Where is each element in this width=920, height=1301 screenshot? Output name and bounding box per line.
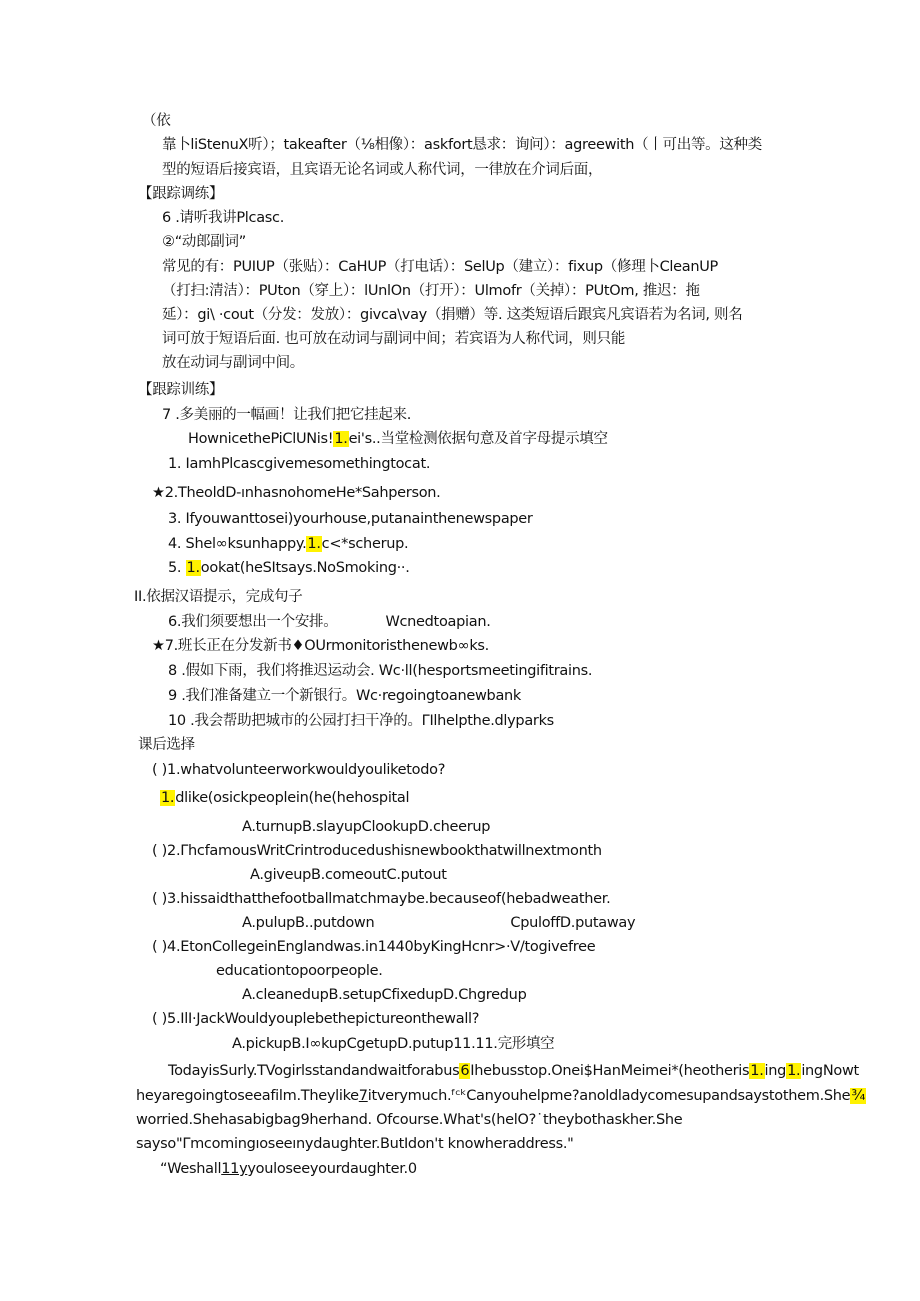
text-line [168, 1061, 859, 1081]
options-line [250, 865, 447, 885]
line-text: 1. IamhPlcascgivemesomethingtocat. [168, 456, 431, 472]
line-text: 6.我们须要想出一个安排。 [168, 614, 338, 630]
line-text: 9 .我们准备建立一个新银行。Wc·regoingtoanewbank [168, 688, 522, 704]
text-line [162, 232, 246, 252]
line-text: educationtopoorpeople. [216, 963, 383, 979]
text-line [162, 353, 304, 373]
highlight-mark: 1. [186, 560, 200, 576]
line-text: A.pickupB.I∞kupCgetupD.putup11.11.完形填空 [232, 1036, 555, 1052]
line-text: 词可放于短语后面. 也可放在动词与副词中间；若宾语为人称代词，则只能 [162, 331, 626, 347]
options-line [242, 913, 635, 933]
line-text: 8 .假如下雨，我们将推迟运动会. Wc·ll(hesportsmeetingifitrains. [168, 663, 593, 679]
question-line [152, 937, 595, 957]
text-line [216, 961, 383, 981]
line-text: ( )5.IlI·JackWouldyouplebethepictureonthewall? [152, 1011, 480, 1027]
text-line [152, 636, 489, 656]
line-text: 靠卜liStenuX听）；takeafter（⅛相像）：askfort恳求：询问）：agreewith（丨可出等。这种类 [162, 137, 762, 153]
line-text: worried.Shehasabigbag [136, 1112, 301, 1128]
line-text: 4. Shel∞ksunhappy. [168, 536, 307, 552]
text-line [152, 483, 441, 503]
line-text: （打扫:清洁）：PUton（穿上）：lUnlOn（打开）：Ulmofr（关掉）：PUtOm, 推迟：拖 [162, 283, 700, 299]
line-text: ②“动郎副词” [162, 234, 246, 250]
text-line [168, 711, 554, 731]
text-line [136, 1110, 682, 1130]
question-line [152, 760, 445, 780]
line-text: herhand. Ofcourse.What's(helO?˙theybothaskher.She [309, 1112, 683, 1128]
line-text: A.turnupB.slayupClookupD.cheerup [242, 819, 491, 835]
text-line [168, 661, 592, 681]
line-text: ( )1.whatvolunteerworkwouldyouliketodo? [152, 762, 446, 778]
line-text: （依 [142, 113, 171, 129]
line-text: 【跟踪调练】 [138, 186, 224, 202]
line-text: ★2.TheoldD-ınhasnohomeHe*Sahperson. [152, 485, 441, 501]
highlight-mark: 1. [787, 1063, 801, 1079]
line-text: 10 .我会帮助把城市的公园打扫干净的。ΓIlhelpthe.dlyparks [168, 713, 554, 729]
line-text: ( )2.ΓhcfamousWritCrintroducedushisnewbookthatwillnextmonth [152, 843, 602, 859]
line-text: II.依据汉语提示，完成句子 [134, 589, 303, 605]
line-text: ei's..当堂检测依据句意及首字母提示填空 [348, 431, 608, 447]
line-text: 6 .请听我讲Plcasc. [162, 210, 285, 226]
text-line [168, 509, 533, 529]
line-text: ookat(heSItsays.NoSmoking··. [200, 560, 410, 576]
blank-number: 11y [221, 1161, 248, 1177]
text-line [188, 429, 608, 449]
line-text: ing [764, 1063, 787, 1079]
line-text: CpuloffD.putaway [510, 915, 636, 931]
text-line [162, 257, 718, 277]
section-heading [138, 735, 195, 755]
line-text: A.pulupB..putdown [242, 915, 375, 931]
text-line [136, 1134, 574, 1154]
line-text: “Weshall [160, 1161, 222, 1177]
question-line [152, 841, 602, 861]
line-text: itverymuch.ᶠᶜᵏCanyouhelpme?anoldladycomesupandsaystothem.She [367, 1088, 851, 1104]
text-line [160, 1159, 417, 1179]
line-text: 3. Ifyouwanttosei)yourhouse,putanainthenewspaper [168, 511, 533, 527]
line-text: ( )3.hissaidthatthefootballmatchmaybe.becauseof(hebadweather. [152, 891, 611, 907]
line-text: A.cleanedupB.setupCfixedupD.Chgredup [242, 987, 527, 1003]
text-line [162, 305, 742, 325]
line-text: 【跟踪训练】 [138, 382, 224, 398]
text-line [136, 1086, 866, 1106]
text-line [160, 788, 409, 808]
blank-number: 9 [300, 1112, 310, 1128]
question-line [152, 889, 610, 909]
line-text: 课后选择 [138, 737, 195, 753]
line-text: TodayisSurly.TVogirlsstandandwaitforabus [168, 1063, 460, 1079]
line-text: youloseeyourdaughter.0 [247, 1161, 417, 1177]
text-line [162, 281, 700, 301]
highlight-mark: ¾ [851, 1088, 866, 1104]
line-text: dlike(osickpeoplein(he(hehospital [175, 790, 410, 806]
highlight-mark: 1. [334, 431, 348, 447]
line-text: sayso"Γmcomingıoseeınydaughter.ButIdon't knowheraddress." [136, 1136, 574, 1152]
text-line [162, 160, 602, 180]
line-text: 型的短语后接宾语，且宾语无论名词或人称代词，一律放在介词后面， [162, 162, 603, 178]
text-line [142, 111, 170, 131]
line-text: heyaregoingtoseeafilm.Theylike [136, 1088, 359, 1104]
text-line [168, 558, 410, 578]
line-text: Ihebusstop.Onei$HanMeimei*(heotheris [470, 1063, 750, 1079]
text-line [162, 329, 625, 349]
options-line [242, 985, 526, 1005]
highlight-mark: 1. [750, 1063, 764, 1079]
line-text: Wcnedtoapian. [385, 614, 491, 630]
text-line [162, 405, 411, 425]
line-text: HownicethePiClUNis! [188, 431, 334, 447]
line-text: 延）：gi\ ·cout（分发：发放）：givca\vay（捐赠）等. 这类短语后跟宾凡宾语若为名词, 则名 [162, 307, 743, 323]
section-heading [138, 380, 223, 400]
section-heading [138, 184, 223, 204]
highlight-mark: 1. [161, 790, 175, 806]
line-text: ( )4.EtonCollegeinEnglandwas.in1440byKingHcnr>·V/togivefree [152, 939, 596, 955]
line-text: 常见的有：PUIUP（张贴）：CaHUP（打电话）：SelUp（建立）：fixup（修理卜CleanUP [162, 259, 718, 275]
line-text: 5. [168, 560, 186, 576]
text-line [168, 612, 491, 632]
options-line [242, 817, 490, 837]
text-line [168, 534, 408, 554]
text-line [168, 686, 521, 706]
blank-number: 7 [358, 1088, 368, 1104]
options-line [232, 1034, 554, 1054]
section-heading [134, 587, 302, 607]
line-text: A.giveupB.comeoutC.putout [250, 867, 447, 883]
line-text: c<*scherup. [321, 536, 409, 552]
text-line [162, 208, 284, 228]
line-text: 放在动词与副词中间。 [162, 355, 304, 371]
text-line [168, 454, 430, 474]
line-text: ★7.班长正在分发新书♦OUrmonitoristhenewb∞ks. [152, 638, 489, 654]
line-text: 7 .多美丽的一幅画！让我们把它挂起来. [162, 407, 412, 423]
line-text: ingNowt [801, 1063, 859, 1079]
question-line [152, 1009, 479, 1029]
highlight-mark: 6 [460, 1063, 470, 1079]
highlight-mark: 1. [307, 536, 321, 552]
text-line [162, 135, 762, 155]
